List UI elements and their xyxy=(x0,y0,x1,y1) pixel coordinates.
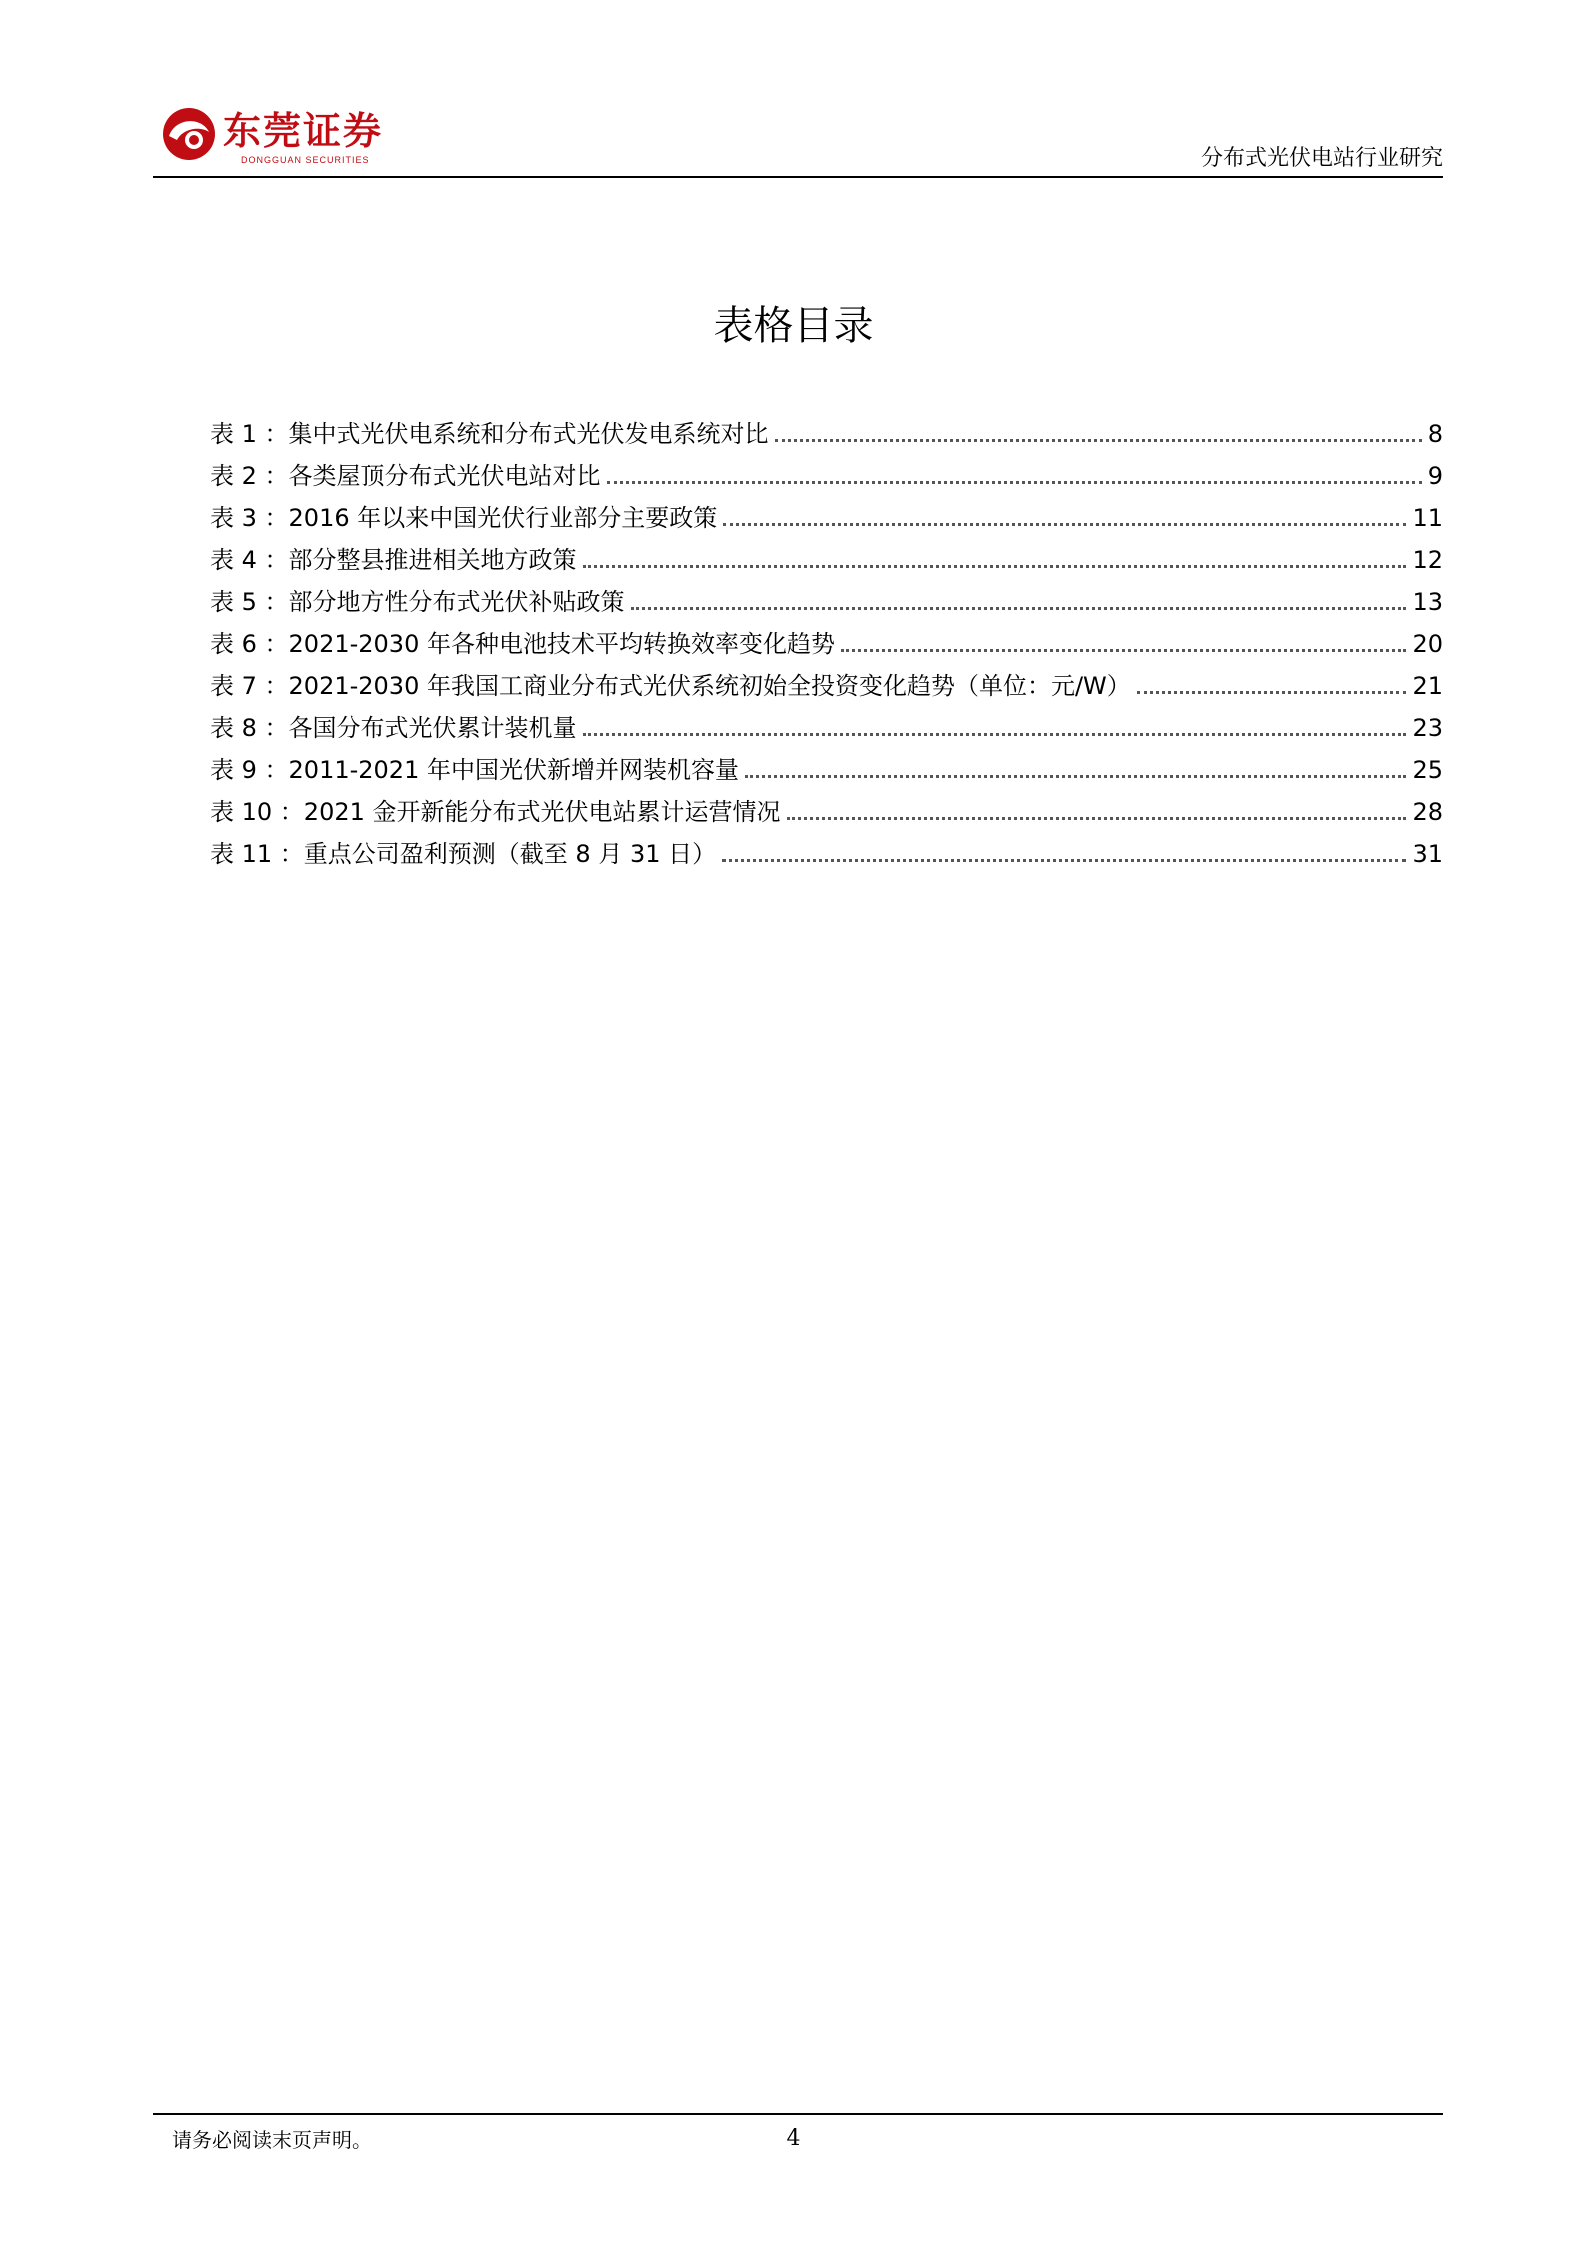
toc-entry-label: 表 2 ：各类屋顶分布式光伏电站对比 xyxy=(210,462,601,490)
toc-entry[interactable] xyxy=(210,414,1443,456)
toc-entry-label: 表 6 ：2021-2030 年各种电池技术平均转换效率变化趋势 xyxy=(210,630,835,658)
toc-entry-label: 表 10 ：2021 金开新能分布式光伏电站累计运营情况 xyxy=(210,798,781,826)
toc-leader-dots xyxy=(583,733,1407,736)
toc-entry-page: 28 xyxy=(1412,798,1443,826)
toc-entry[interactable] xyxy=(210,708,1443,750)
logo-mark-icon xyxy=(161,106,217,162)
toc-entry-label: 表 7 ：2021-2030 年我国工商业分布式光伏系统初始全投资变化趋势（单位：元/W） xyxy=(210,672,1131,700)
toc-entry-page: 21 xyxy=(1412,672,1443,700)
toc-entry[interactable] xyxy=(210,582,1443,624)
toc-leader-dots xyxy=(841,649,1406,652)
toc-leader-dots xyxy=(775,439,1422,442)
footer-disclaimer: 请务必阅读末页声明。 xyxy=(172,2128,372,2152)
toc-entry-page: 23 xyxy=(1412,714,1443,742)
toc-entry-label: 表 5 ：部分地方性分布式光伏补贴政策 xyxy=(210,588,625,616)
toc-entry[interactable] xyxy=(210,456,1443,498)
toc-entry-page: 25 xyxy=(1412,756,1443,784)
page-header xyxy=(153,104,1443,180)
page-title: 表格目录 xyxy=(713,303,874,349)
toc-entry-label: 表 3 ：2016 年以来中国光伏行业部分主要政策 xyxy=(210,504,718,532)
company-logo xyxy=(161,106,391,172)
logo-text: 东莞证券 xyxy=(223,108,384,153)
toc-entry[interactable] xyxy=(210,624,1443,666)
toc-entry[interactable] xyxy=(210,834,1443,876)
table-of-contents xyxy=(210,414,1443,876)
toc-entry-label: 表 1 ：集中式光伏电系统和分布式光伏发电系统对比 xyxy=(210,420,769,448)
footer-divider xyxy=(153,2113,1443,2115)
toc-entry-label: 表 11 ：重点公司盈利预测（截至 8 月 31 日） xyxy=(210,840,717,868)
toc-leader-dots xyxy=(607,481,1422,484)
toc-entry[interactable] xyxy=(210,498,1443,540)
toc-leader-dots xyxy=(583,565,1407,568)
toc-entry-label: 表 4 ：部分整县推进相关地方政策 xyxy=(210,546,577,574)
toc-entry-page: 9 xyxy=(1427,462,1443,490)
toc-entry-page: 11 xyxy=(1412,504,1443,532)
toc-entry-label: 表 8 ：各国分布式光伏累计装机量 xyxy=(210,714,577,742)
report-title: 分布式光伏电站行业研究 xyxy=(1200,146,1443,171)
toc-entry-page: 8 xyxy=(1427,420,1443,448)
toc-leader-dots xyxy=(631,607,1407,610)
toc-entry-page: 20 xyxy=(1412,630,1443,658)
toc-entry[interactable] xyxy=(210,750,1443,792)
toc-entry-page: 13 xyxy=(1412,588,1443,616)
toc-entry[interactable] xyxy=(210,540,1443,582)
toc-leader-dots xyxy=(722,859,1406,862)
toc-entry-page: 31 xyxy=(1412,840,1443,868)
toc-entry[interactable] xyxy=(210,792,1443,834)
logo-subtext: DONGGUAN SECURITIES xyxy=(241,155,370,165)
toc-entry[interactable] xyxy=(210,666,1443,708)
toc-leader-dots xyxy=(723,523,1406,526)
toc-entry-label: 表 9 ：2011-2021 年中国光伏新增并网装机容量 xyxy=(210,756,739,784)
toc-leader-dots xyxy=(745,775,1406,778)
header-divider xyxy=(153,176,1443,178)
toc-leader-dots xyxy=(787,817,1407,820)
toc-entry-page: 12 xyxy=(1412,546,1443,574)
toc-leader-dots xyxy=(1137,691,1407,694)
page-number: 4 xyxy=(786,2126,801,2151)
